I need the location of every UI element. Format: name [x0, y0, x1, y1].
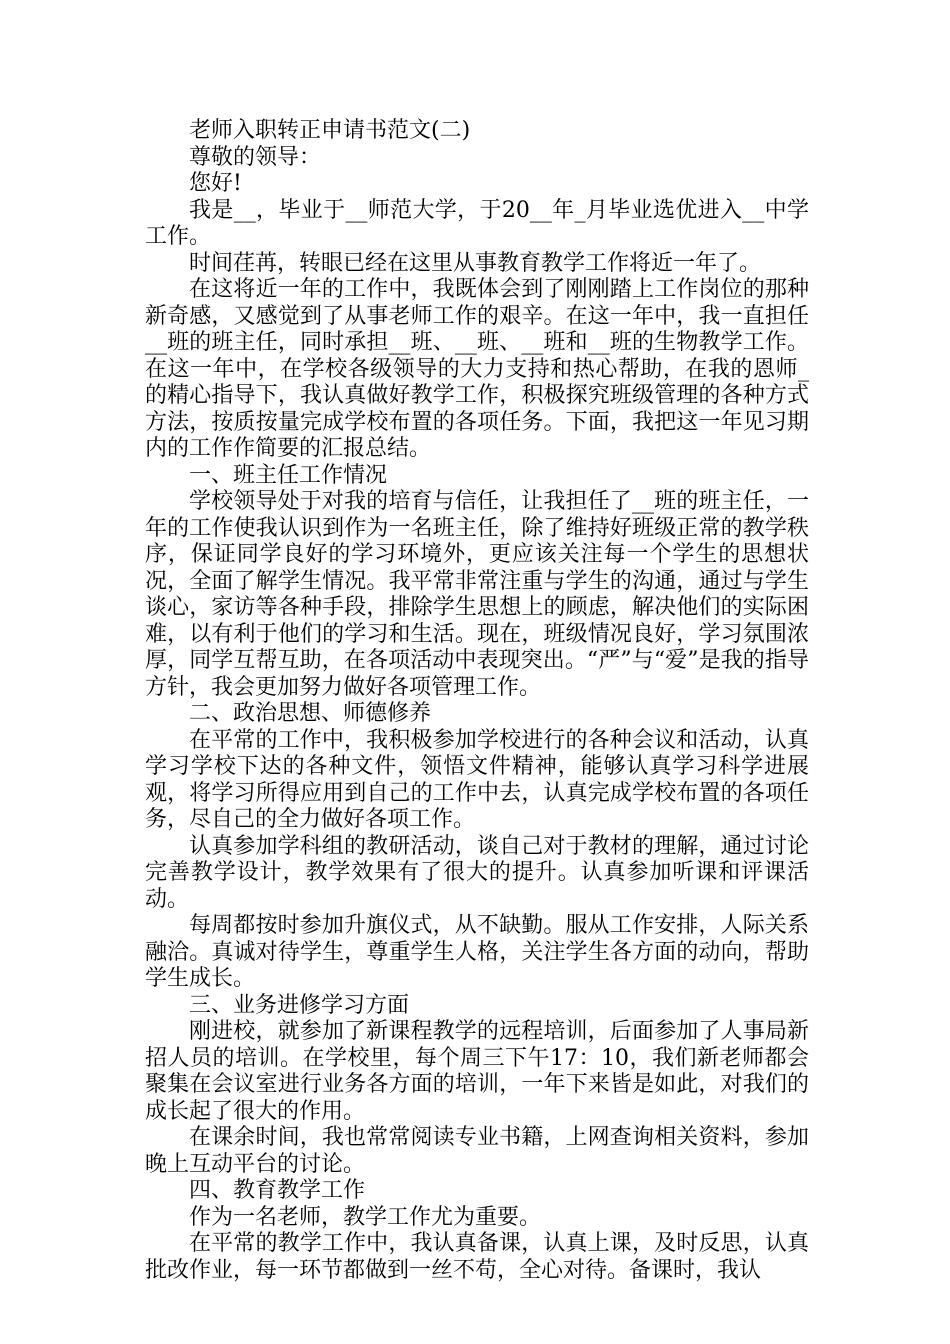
document-title: 老师入职转正申请书范文(二): [189, 118, 471, 143]
paragraph-reading: 在课余时间，我也常常阅读专业书籍，上网查询相关资料，参加晚上互动平台的讨论。: [145, 1125, 809, 1177]
paragraph-teaching-work: 在平常的教学工作中，我认真备课，认真上课，及时反思，认真批改作业，每一环节都做到一丝不苟，全心对待。备课时，我认: [145, 1231, 809, 1283]
section-heading-1: 一、班主任工作情况: [189, 462, 388, 488]
paragraph-time: 时间荏苒，转眼已经在这里从事教育教学工作将近一年了。: [189, 250, 762, 276]
section-heading-3: 三、业务进修学习方面: [189, 992, 410, 1018]
section-heading-4: 四、教育教学工作: [189, 1178, 366, 1203]
paragraph-research: 认真参加学科组的教研活动，谈自己对于教材的理解，通过讨论完善教学设计，教学效果有了很大的提升。认真参加听课和评课活动。: [145, 833, 809, 912]
paragraph-teaching-importance: 作为一名老师，教学工作尤为重要。: [189, 1204, 542, 1230]
paragraph-intro: 我是__，毕业于__师范大学，于20__年_月毕业选优进入__中学工作。: [145, 197, 809, 249]
paragraph-overview: 在这将近一年的工作中，我既体会到了刚刚踏上工作岗位的那种新奇感，又感觉到了从事老师工作的艰辛。在这一年中，我一直担任__班的班主任，同时承担__班、__班、__班和__班的生物教学工作。在这一年中，在学校各级领导的大力支持和热心帮助，在我的恩师_的精心指导下，我认真做好教学工作，积极探究班级管理的各种方式方法，按质按量完成学校布置的各项任务。下面，我把这一年见习期内的工作作简要的汇报总结。: [145, 277, 809, 461]
salutation: 尊敬的领导：: [189, 144, 322, 170]
paragraph-flag: 每周都按时参加升旗仪式，从不缺勤。服从工作安排，人际关系融洽。真诚对待学生，尊重学生人格，关注学生各方面的动向，帮助学生成长。: [145, 913, 809, 991]
document-body: [145, 118, 809, 1284]
paragraph-class-teacher: 学校领导处于对我的培育与信任，让我担任了__班的班主任，一年的工作使我认识到作为一名班主任，除了维持好班级正常的教学秩序，保证同学良好的学习环境外，更应该关注每一个学生的思想状况，全面了解学生情况。我平常非常注重与学生的沟通，通过与学生谈心，家访等各种手段，排除学生思想上的顾虑，解决他们的实际困难，以有利于他们的学习和生活。现在，班级情况良好，学习氛围浓厚，同学互帮互助，在各项活动中表现突出。“严”与“爱”是我的指导方针，我会更加努力做好各项管理工作。: [145, 489, 809, 700]
greeting: 您好!: [189, 171, 242, 196]
section-heading-2: 二、政治思想、师德修养: [189, 701, 432, 726]
paragraph-training: 刚进校，就参加了新课程教学的远程培训，后面参加了人事局新招人员的培训。在学校里，每个周三下午17：10，我们新老师都会聚集在会议室进行业务各方面的培训，一年下来皆是如此，对我们的成长起了很大的作用。: [145, 1019, 809, 1124]
paragraph-political: 在平常的工作中，我积极参加学校进行的各种会议和活动，认真学习学校下达的各种文件，领悟文件精神，能够认真学习科学进展观，将学习所得应用到自己的工作中去，认真完成学校布置的各项任务，尽自己的全力做好各项工作。: [145, 727, 809, 832]
